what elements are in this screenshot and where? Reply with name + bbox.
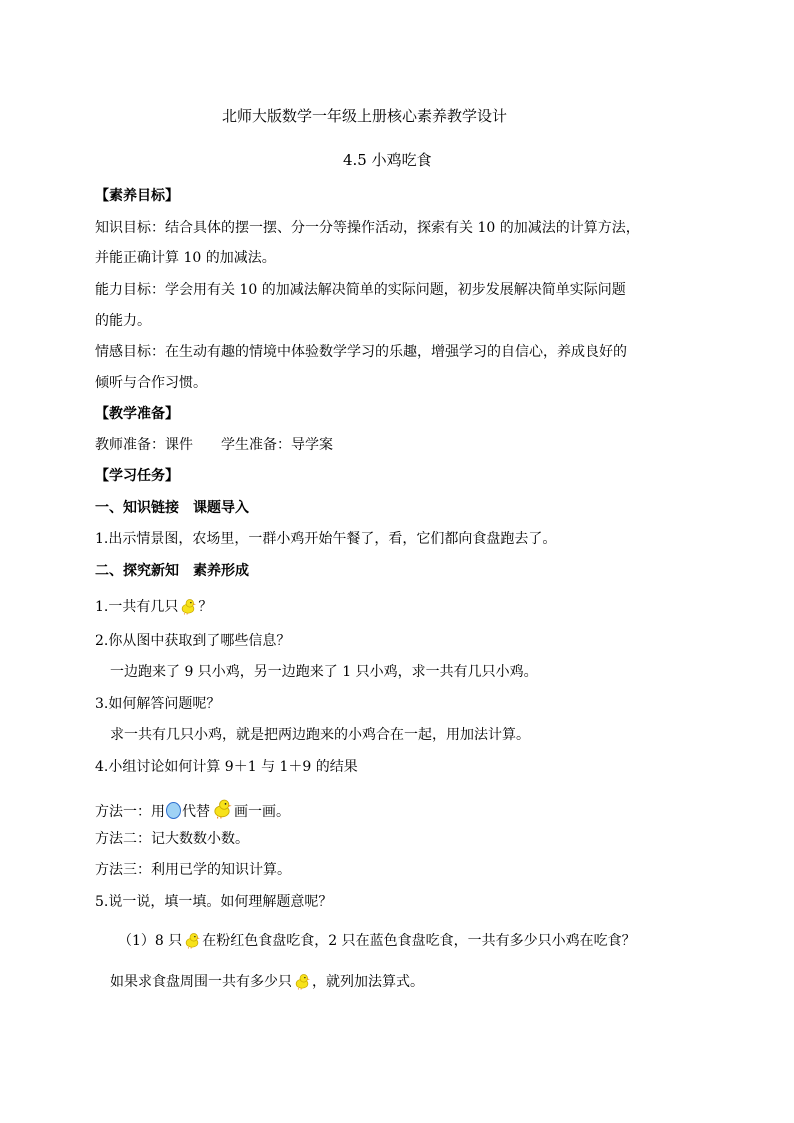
lesson-title: 4.5 小鸡吃食 (343, 151, 432, 169)
question-5-part1 (118, 931, 636, 951)
question-2: 2.你从图中获取到了哪些信息？ (95, 633, 291, 649)
question-1-text: 1.一共有几只 (95, 599, 179, 615)
question-4: 4.小组讨论如何计算 9＋1 与 1＋9 的结果 (95, 759, 358, 775)
question-2-answer: 一边跑来了 9 只小鸡，另一边跑来了 1 只小鸡，求一共有几只小鸡。 (110, 664, 538, 680)
method-1-text-b: 代替 (182, 804, 210, 820)
question-5-note-text-b: ，就列加法算式。 (312, 974, 424, 990)
tasks-header: 【学习任务】 (95, 468, 179, 484)
question-1-mark: ？ (198, 599, 213, 615)
part1-header: 一、知识链接 课题导入 (95, 500, 249, 516)
method-1-text-c: 画一画。 (234, 804, 290, 820)
question-3-answer: 求一共有几只小鸡，就是把两边跑来的小鸡合在一起，用加法计算。 (110, 727, 530, 743)
chick-icon (293, 972, 311, 990)
chick-icon (211, 797, 233, 819)
goal-ability-line1: 能力目标：学会用有关 10 的加减法解决简单的实际问题，初步发展解决简单实际问题 (95, 282, 626, 298)
page-title: 北师大版数学一年级上册核心素养教学设计 (222, 107, 508, 125)
question-5-note (110, 972, 424, 992)
question-5-part1-text-a: （1）8 只 (118, 933, 183, 949)
question-3: 3.如何解答问题呢？ (95, 696, 221, 712)
method-2: 方法二：记大数数小数。 (95, 831, 249, 847)
chick-icon (183, 931, 201, 949)
method-1-text-a: 方法一：用 (95, 804, 165, 820)
part2-header: 二、探究新知 素养形成 (95, 563, 249, 579)
goal-ability-line2: 的能力。 (95, 313, 151, 329)
question-5-note-text-a: 如果求食盘周围一共有多少只 (110, 974, 292, 990)
method-3: 方法三：利用已学的知识计算。 (95, 862, 291, 878)
goal-knowledge-line1: 知识目标：结合具体的摆一摆、分一分等操作活动，探索有关 10 的加减法的计算方法， (95, 220, 640, 236)
prep-header: 【教学准备】 (95, 406, 179, 422)
method-1 (95, 797, 290, 821)
goal-emotion-line1: 情感目标：在生动有趣的情境中体验数学学习的乐趣，增强学习的自信心，养成良好的 (95, 344, 627, 360)
circle-icon (166, 802, 181, 819)
goal-knowledge-line2: 并能正确计算 10 的加减法。 (95, 250, 276, 266)
goals-header: 【素养目标】 (95, 188, 179, 204)
question-5-part1-text-b: 在粉红色食盘吃食，2 只在蓝色食盘吃食，一共有多少只小鸡在吃食？ (202, 933, 636, 949)
part1-item1: 1.出示情景图，农场里，一群小鸡开始午餐了，看，它们都向食盘跑去了。 (95, 531, 557, 547)
question-1 (95, 597, 212, 617)
chick-icon (179, 597, 197, 615)
goal-emotion-line2: 倾听与合作习惯。 (95, 375, 207, 391)
question-5: 5.说一说，填一填。如何理解题意呢？ (95, 894, 333, 910)
prep-text: 教师准备：课件 学生准备：导学案 (95, 437, 333, 453)
